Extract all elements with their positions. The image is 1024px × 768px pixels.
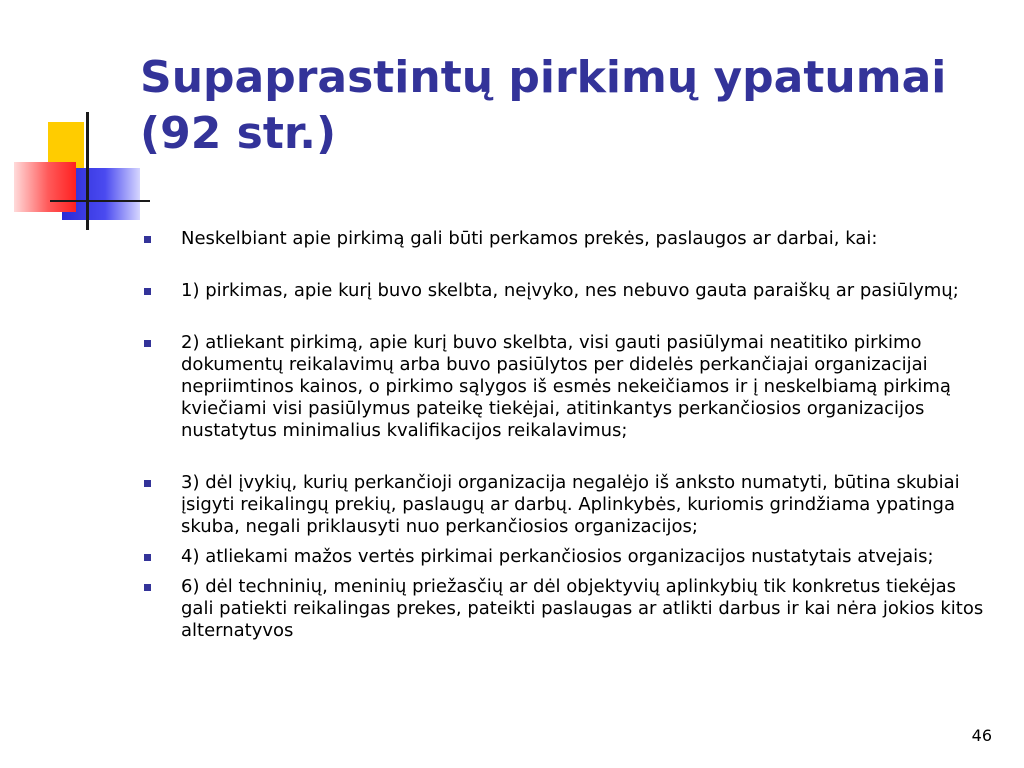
- list-item-text: 4) atliekami mažos vertės pirkimai perkančiosios organizacijos nustatytais atvejais;: [181, 546, 934, 567]
- page-number: 46: [971, 726, 992, 745]
- vertical-line-decoration: [86, 112, 89, 230]
- slide-title: [140, 50, 1000, 162]
- list-item-text: 1) pirkimas, apie kurį buvo skelbta, neįvyko, nes nebuvo gauta paraiškų ar pasiūlymų;: [181, 280, 959, 301]
- list-item: [140, 472, 990, 538]
- list-item-text: Neskelbiant apie pirkimą gali būti perkamos prekės, paslaugos ar darbai, kai:: [181, 228, 878, 249]
- square-bullet-icon: [144, 554, 151, 561]
- list-item: [140, 228, 990, 250]
- square-bullet-icon: [144, 288, 151, 295]
- square-bullet-icon: [144, 340, 151, 347]
- red-square-decoration: [14, 162, 76, 212]
- square-bullet-icon: [144, 236, 151, 243]
- list-item-text: 3) dėl įvykių, kurių perkančioji organizacija negalėjo iš anksto numatyti, būtina skubiai įsigyti reikalingų prekių, paslaugų ar darbų. Aplinkybės, kuriomis grindžiama ypatinga skuba, negali priklausyti nuo perkančiosios organizacijos;: [181, 472, 960, 537]
- bullet-list: [140, 228, 990, 642]
- decorative-logo: [0, 0, 150, 240]
- square-bullet-icon: [144, 480, 151, 487]
- list-item-text: 2) atliekant pirkimą, apie kurį buvo skelbta, visi gauti pasiūlymai neatitiko pirkimo dokumentų reikalavimų arba buvo pasiūlytos per didelės perkančiajai organizacijai nepriimtinos kainos, o pirkimo sąlygos iš esmės nekeičiamos ir į neskelbiamą pirkimą kviečiami visi pasiūlymus pateikę tiekėjai, atitinkantys perkančiosios organizacijos nustatytus minimalius kvalifikacijos reikalavimus;: [181, 332, 951, 441]
- square-bullet-icon: [144, 584, 151, 591]
- list-item: [140, 576, 990, 642]
- slide-title-line1: Supaprastintų pirkimų ypatumai: [140, 52, 947, 103]
- list-item: [140, 332, 990, 442]
- slide-title-line2: (92 str.): [140, 108, 337, 159]
- list-item: [140, 280, 990, 302]
- horizontal-line-decoration: [50, 200, 150, 202]
- list-item: [140, 546, 990, 568]
- list-item-text: 6) dėl techninių, meninių priežasčių ar dėl objektyvių aplinkybių tik konkretus tiekėjas gali patiekti reikalingas prekes, pateikti paslaugas ar atlikti darbus ir kai nėra jokios kitos alternatyvos: [181, 576, 984, 641]
